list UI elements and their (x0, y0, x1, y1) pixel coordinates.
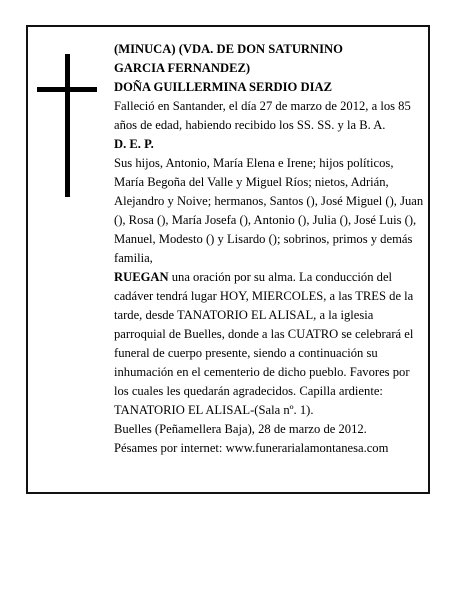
obituary-text (114, 40, 424, 458)
header-line-2: GARCIA FERNANDEZ) (114, 61, 251, 75)
cross-icon-horizontal-bar (37, 87, 97, 92)
death-notice: Falleció en Santander, el día 27 de marzo de 2012, a los 85 años de edad, habiendo recibido los SS. SS. y la B. A. (114, 99, 411, 132)
ruegan-label: RUEGAN (114, 270, 169, 284)
request-paragraph (114, 268, 424, 420)
place-date: Buelles (Peñamellera Baja), 28 de marzo de 2012. (114, 422, 367, 436)
condolences-line: Pésames por internet: www.funerarialamontanesa.com (114, 441, 389, 455)
family-list: Sus hijos, Antonio, María Elena e Irene; hijos políticos, María Begoña del Valle y Miguel Ríos; nietos, Adrián, Alejandro y Noive; hermanos, Santos (), José Miguel (), Juan (), Rosa (), María Josefa (), Antonio (), Julia (), José Luis (), Manuel, Modesto () y Lisardo (); sobrinos, primos y demás familia, (114, 156, 424, 265)
dep-line: D. E. P. (114, 137, 154, 151)
cross-icon-vertical-bar (65, 54, 70, 197)
header-line-1: (MINUCA) (VDA. DE DON SATURNINO (114, 42, 343, 56)
deceased-name: DOÑA GUILLERMINA SERDIO DIAZ (114, 80, 332, 94)
request-text: una oración por su alma. La conducción del cadáver tendrá lugar HOY, MIERCOLES, a las TRES de la tarde, desde TANATORIO EL ALISAL, a la iglesia parroquial de Buelles, donde a las CUATRO se celebrará el funeral de cuerpo presente, siendo a continuación su inhumación en el cementerio de dicho pueblo. Favores por los cuales les quedarán agradecidos. Capilla ardiente: TANATORIO EL ALISAL-(Sala nº. 1). (114, 270, 414, 417)
